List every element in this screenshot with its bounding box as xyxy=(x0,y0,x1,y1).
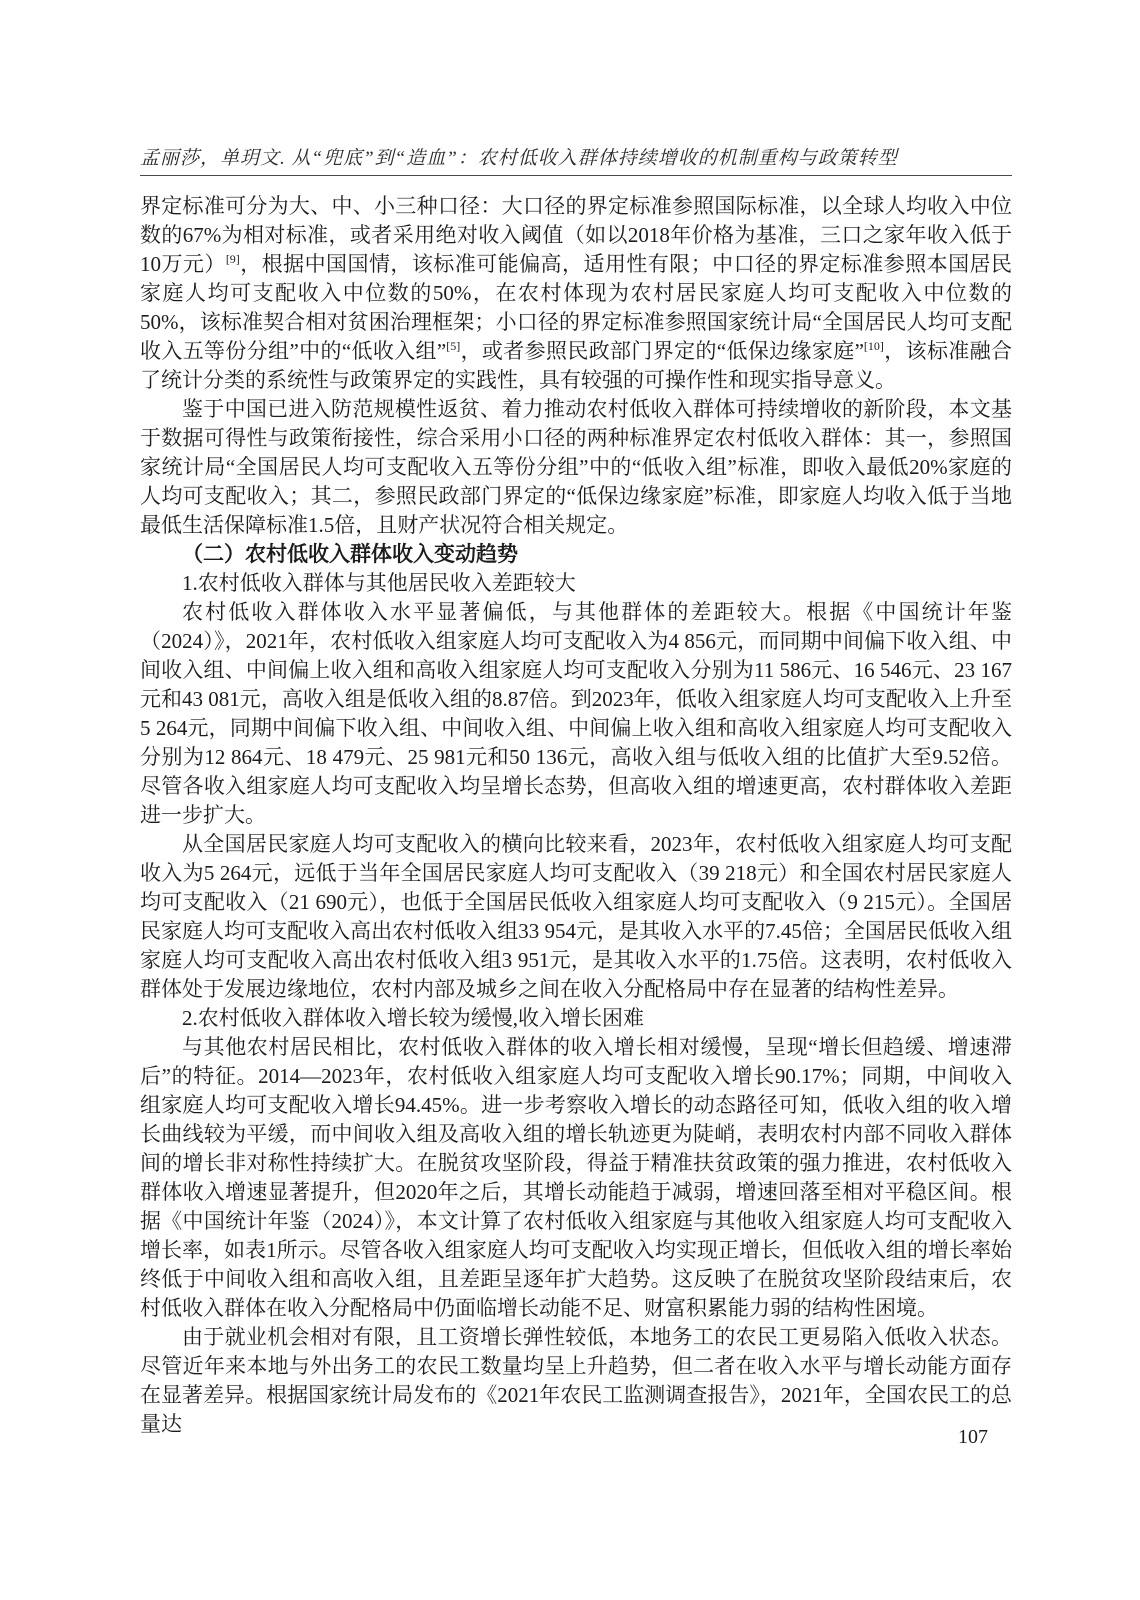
paragraph-national-comparison: 从全国居民家庭人均可支配收入的横向比较来看，2023年，农村低收入组家庭人均可支配收入为5 264元，远低于当年全国居民家庭人均可支配收入（39 218元）和全国农村居民家庭人均可支配收入（21 690元），也低于全国居民低收入组家庭人均可支配收入（9 215元）。全国居民家庭人均可支配收入高出农村低收入组33 954元，是其收入水平的7.45倍；全国居民低收入组家庭人均可支配收入高出农村低收入组3 951元，是其收入水平的1.75倍。这表明，农村低收入群体处于发展边缘地位，农村内部及城乡之间在收入分配格局中存在显著的结构性差异。 xyxy=(140,832,1012,1001)
section-heading-income-trends: （二）农村低收入群体收入变动趋势 xyxy=(182,543,518,566)
page-number: 107 xyxy=(958,1426,988,1448)
reference-superscript: [10] xyxy=(863,339,884,353)
subheading-income-gap: 1.农村低收入群体与其他居民收入差距较大 xyxy=(182,571,576,595)
subheading-slow-growth: 2.农村低收入群体收入增长较为缓慢,收入增长困难 xyxy=(182,1006,644,1030)
paragraph-standard-selection: 鉴于中国已进入防范规模性返贫、着力推动农村低收入群体可持续增收的新阶段，本文基于数据可得性与政策衔接性，综合采用小口径的两种标准界定农村低收入群体：其一，参照国家统计局“全国居民人均可支配收入五等份分组”中的“低收入组”标准，即收入最低20%家庭的人均可支配收入；其二，参照民政部门界定的“低保边缘家庭”标准，即家庭人均收入低于当地最低生活保障标准1.5倍，且财产状况符合相关规定。 xyxy=(140,397,1012,537)
paragraph-definition-standards: 界定标准可分为大、中、小三种口径：大口径的界定标准参照国际标准，以全球人均收入中位数的67%为相对标准，或者采用绝对收入阈值（如以2018年价格为基准，三口之家年收入低于10万元）[9]，根据中国国情，该标准可能偏高，适用性有限；中口径的界定标准参照本国居民家庭人均可支配收入中位数的50%，在农村体现为农村居民家庭人均可支配收入中位数的50%，该标准契合相对贫困治理框架；小口径的界定标准参照国家统计局“全国居民人均可支配收入五等份分组”中的“低收入组”[5]，或者参照民政部门界定的“低保边缘家庭”[10]，该标准融合了统计分类的系统性与政策界定的实践性，具有较强的可操作性和现实指导意义。 xyxy=(140,194,1013,392)
reference-superscript: [9] xyxy=(225,252,240,266)
running-header: 孟丽莎，单玥文. 从“兜底”到“造血”：农村低收入群体持续增收的机制重构与政策转型 xyxy=(140,148,1012,176)
paragraph-migrant-workers: 由于就业机会相对有限，且工资增长弹性较低，本地务工的农民工更易陷入低收入状态。尽管近年来本地与外出务工的农民工数量均呈上升趋势，但二者在收入水平与增长动能方面存在显著差异。根据国家统计局发布的《2021年农民工监测调查报告》，2021年，全国农民工的总量达 xyxy=(140,1325,1012,1436)
article-body xyxy=(140,192,1012,1439)
paragraph-income-gap-2021-2023: 农村低收入群体收入水平显著偏低，与其他群体的差距较大。根据《中国统计年鉴（2024）》，2021年，农村低收入组家庭人均可支配收入为4 856元，而同期中间偏下收入组、中间收入组、中间偏上收入组和高收入组家庭人均可支配收入分别为11 586元、16 546元、23 167元和43 081元，高收入组是低收入组的8.87倍。到2023年，低收入组家庭人均可支配收入上升至5 264元，同期中间偏下收入组、中间收入组、中间偏上收入组和高收入组家庭人均可支配收入分别为12 864元、18 479元、25 981元和50 136元，高收入组与低收入组的比值扩大至9.52倍。尽管各收入组家庭人均可支配收入均呈增长态势，但高收入组的增速更高，农村群体收入差距进一步扩大。 xyxy=(140,600,1012,827)
paragraph-growth-analysis: 与其他农村居民相比，农村低收入群体的收入增长相对缓慢，呈现“增长但趋缓、增速滞后”的特征。2014—2023年，农村低收入组家庭人均可支配收入增长90.17%；同期，中间收入组家庭人均可支配收入增长94.45%。进一步考察收入增长的动态路径可知，低收入组的收入增长曲线较为平缓，而中间收入组及高收入组的增长轨迹更为陡峭，表明农村内部不同收入群体间的增长非对称性持续扩大。在脱贫攻坚阶段，得益于精准扶贫政策的强力推进，农村低收入群体收入增速显著提升，但2020年之后，其增长动能趋于减弱，增速回落至相对平稳区间。根据《中国统计年鉴（2024）》，本文计算了农村低收入组家庭与其他收入组家庭人均可支配收入增长率，如表1所示。尽管各收入组家庭人均可支配收入均实现正增长，但低收入组的增长率始终低于中间收入组和高收入组，且差距呈逐年扩大趋势。这反映了在脱贫攻坚阶段结束后，农村低收入群体在收入分配格局中仍面临增长动能不足、财富积累能力弱的结构性困境。 xyxy=(140,1035,1012,1320)
reference-superscript: [5] xyxy=(446,339,461,353)
